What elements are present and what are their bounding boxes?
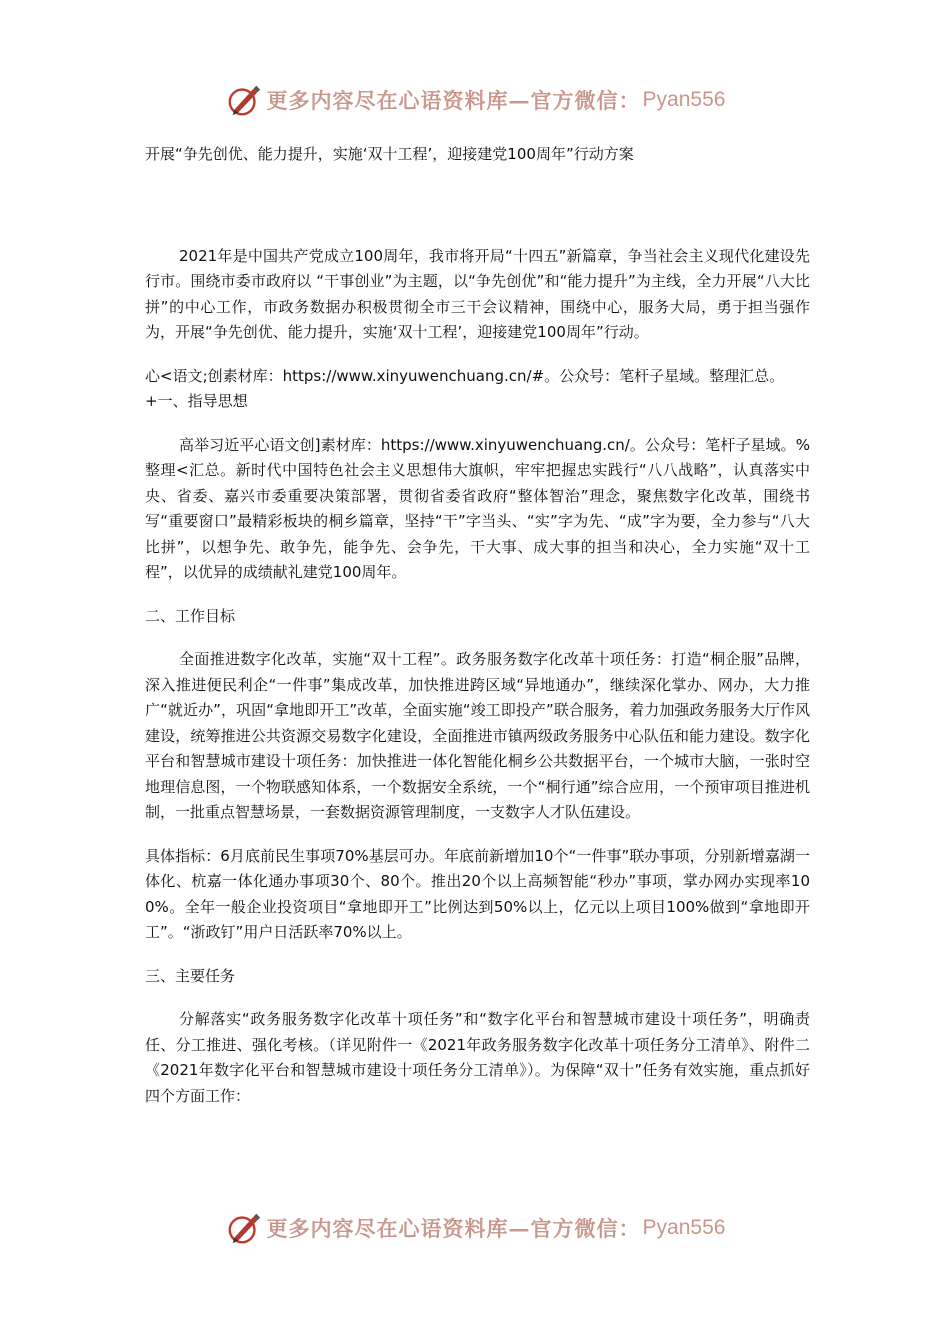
pen-logo-icon — [225, 81, 263, 119]
paragraph-indicators: 具体指标：6月底前民生事项70%基层可办。年底前新增加10个“一件事”联办事项，分别新增嘉湖一体化、杭嘉一体化通办事项30个、80个。推出20个以上高频智能“秒办”事项，掌办网办实现率100%。全年一般企业投资项目“拿地即开工”比例达到50%以上，亿元以上项目100%做到“拿地即开工”。“浙政钉”用户日活跃率70%以上。 — [145, 846, 810, 941]
section-heading-1: +一、指导思想 — [145, 392, 248, 410]
source-note: 心<语文;创素材库：https://www.xinyuwenchuang.cn/#。公众号：笔杆子星域。整理汇总。 — [145, 366, 785, 385]
paragraph-work-goals: 全面推进数字化改革，实施“双十工程”。政务服务数字化改革十项任务：打造“桐企服”品牌，深入推进便民利企“一件事”集成改革，加快推进跨区域“异地通办”，继续深化掌办、网办，大力推广“就近办”，巩固“拿地即开工”改革，全面实施“竣工即投产”联合服务，着力加强政务服务大厅作风建设，统筹推进公共资源交易数字化建设，全面推进市镇两级政务服务中心队伍和能力建设。数字化平台和智慧城市建设十项任务：加快推进一体化智能化桐乡公共数据平台，一个城市大脑，一张时空地理信息图，一个物联感知体系，一个数据安全系统，一个“桐行通”综合应用，一个预审项目推进机制，一批重点智慧场景，一套数据资源管理制度，一支数字人才队伍建设。 — [145, 650, 810, 821]
paragraph-main-tasks: 分解落实“政务服务数字化改革十项任务”和“数字化平台和智慧城市建设十项任务”，明确责任、分工推进、强化考核。（详见附件一《2021年政务服务数字化改革十项任务分工清单》、附件二《2021年数字化平台和智慧城市建设十项任务分工清单》）。为保障“双十”任务有效实施，重点抓好四个方面工作： — [145, 1010, 810, 1105]
watermark-banner-top — [0, 80, 950, 120]
watermark-banner-bottom — [0, 1208, 950, 1248]
section-heading-2: 二、工作目标 — [145, 606, 236, 625]
watermark-text: 更多内容尽在心语资料库—官方微信： — [266, 88, 641, 113]
document-body — [145, 142, 810, 1109]
watermark-wechat-id: Pyan556 — [642, 1216, 726, 1239]
document-title: 开展“争先创优、能力提升，实施‘双十工程’，迎接建党100周年”行动方案 — [145, 145, 634, 163]
pen-logo-icon — [225, 1209, 263, 1247]
section-heading-3: 三、主要任务 — [145, 966, 236, 985]
paragraph-intro: 2021年是中国共产党成立100周年，我市将开局“十四五”新篇章，争当社会主义现代化建设先行市。围绕市委市政府以 “干事创业”为主题，以“争先创优”和“能力提升”为主线，全力开展“八大比拼”的中心工作，市政务数据办积极贯彻全市三干会议精神，围绕中心，服务大局，勇于担当强作为，开展“争先创优、能力提升，实施‘双十工程’，迎接建党100周年”行动。 — [145, 246, 810, 341]
watermark-wechat-id: Pyan556 — [642, 88, 726, 111]
paragraph-guiding-thought: 高举习近平心语文创]素材库：https://www.xinyuwenchuang.cn/。公众号：笔杆子星域。%整理<汇总。新时代中国特色社会主义思想伟大旗帜，牢牢把握忠实践行“八八战略”，认真落实中央、省委、嘉兴市委重要决策部署，贯彻省委省政府“整体智治”理念，聚焦数字化改革，围绕书写“重要窗口”最精彩板块的桐乡篇章，坚持“干”字当头、“实”字为先、“成”字为要，全力参与“八大比拼”，以想争先、敢争先，能争先、会争先，干大事、成大事的担当和决心，全力实施“双十工程”，以优异的成绩献礼建党100周年。 — [145, 435, 810, 581]
watermark-text: 更多内容尽在心语资料库—官方微信： — [266, 1216, 641, 1241]
